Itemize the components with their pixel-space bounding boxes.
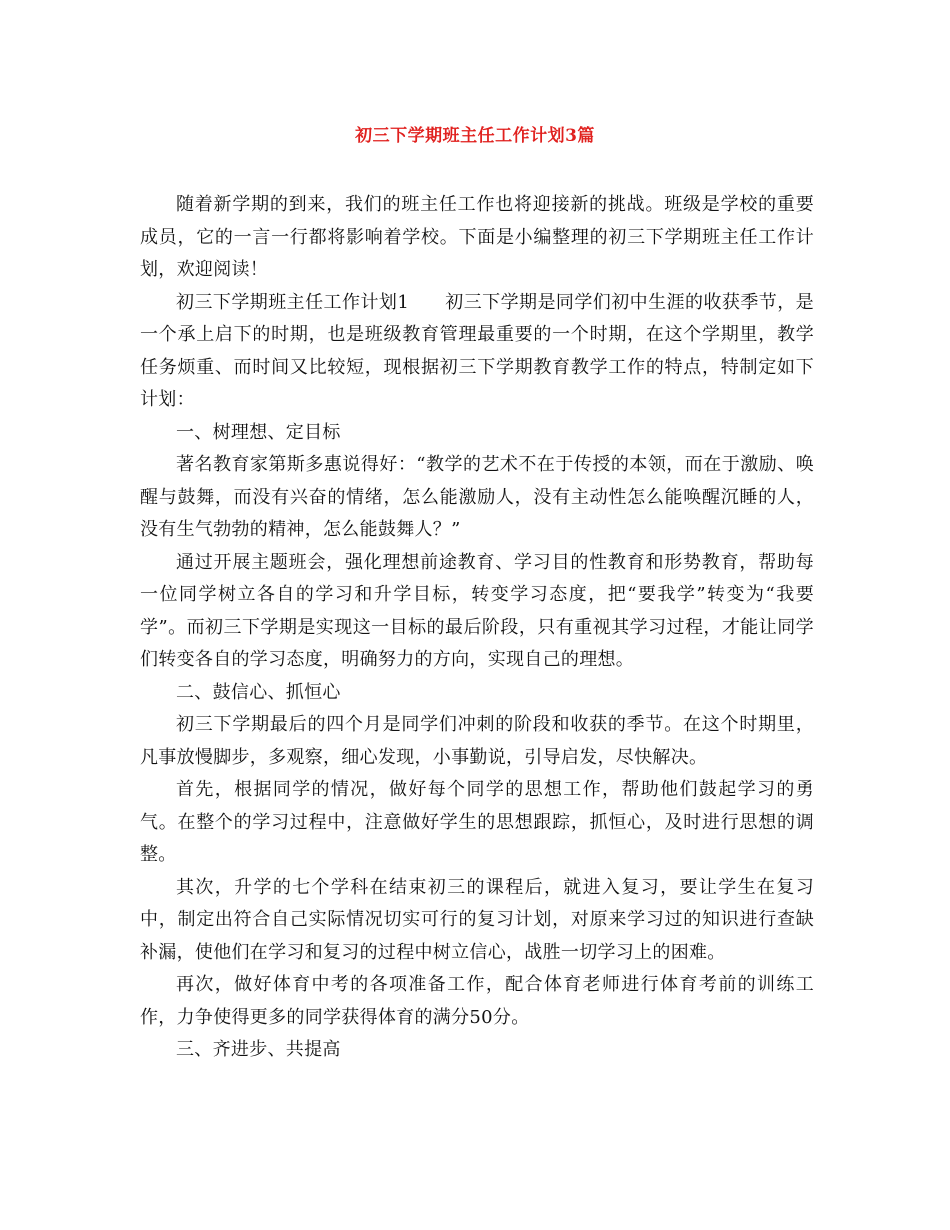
intro-paragraph: 随着新学期的到来，我们的班主任工作也将迎接新的挑战。班级是学校的重要成员，它的一言一行都将影响着学校。下面是小编整理的初三下学期班主任工作计划，欢迎阅读！ (140, 194, 814, 280)
plan-1-lead: 初 (445, 291, 464, 313)
body-paragraph: 其次，升学的七个学科在结束初三的课程后，就进入复习，要让学生在复习中，制定出符合自己实际情况切实可行的复习计划，对原来学习过的知识进行查缺补漏，使他们在学习和复习的过程中树立信心，战胜一切学习上的困难。 (140, 876, 814, 963)
quote-paragraph: 著名教育家第斯多惠说得好：“教学的艺术不在于传授的本领，而在于激励、唤醒与鼓舞，而没有兴奋的情绪，怎么能激励人，没有主动性怎么能唤醒沉睡的人，没有生气勃勃的精神，怎么能鼓舞人？” (140, 454, 814, 540)
body-paragraph: 首先，根据同学的情况，做好每个同学的思想工作，帮助他们鼓起学习的勇气。在整个的学习过程中，注意做好学生的思想跟踪，抓恒心，及时进行思想的调整。 (140, 779, 814, 865)
plan-1-text: 三下学期是同学们初中生涯的收获季节，是一个承上启下的时期，也是班级教育管理最重要的一个时期，在这个学期里，教学任务烦重、而时间又比较短，现根据初三下学期教育教学工作的特点，特制定如下计划： (140, 291, 814, 410)
plan-1-label: 初三下学期班主任工作计划1 (176, 291, 410, 313)
section-heading-2: 二、鼓信心、抓恒心 (176, 681, 341, 703)
body-paragraph: 初三下学期最后的四个月是同学们冲刺的阶段和收获的季节。在这个时期里，凡事放慢脚步，多观察，细心发现，小事勤说，引导启发，尽快解决。 (140, 714, 814, 768)
document-title: 初三下学期班主任工作计划3篇 (355, 126, 595, 146)
body-paragraph: 再次，做好体育中考的各项准备工作，配合体育老师进行体育考前的训练工作，力争使得更多的同学获得体育的满分50分。 (140, 974, 814, 1028)
document-body (140, 189, 814, 1067)
plan-1-paragraph (140, 287, 814, 417)
body-paragraph: 通过开展主题班会，强化理想前途教育、学习目的性教育和形势教育，帮助每一位同学树立各自的学习和升学目标，转变学习态度，把“要我学”转变为“我要学”。而初三下学期是实现这一目标的最后阶段，只有重视其学习过程，才能让同学们转变各自的学习态度，明确努力的方向，实现自己的理想。 (140, 551, 814, 670)
section-heading-1: 一、树理想、定目标 (176, 421, 341, 443)
section-heading-3: 三、齐进步、共提高 (176, 1039, 341, 1060)
